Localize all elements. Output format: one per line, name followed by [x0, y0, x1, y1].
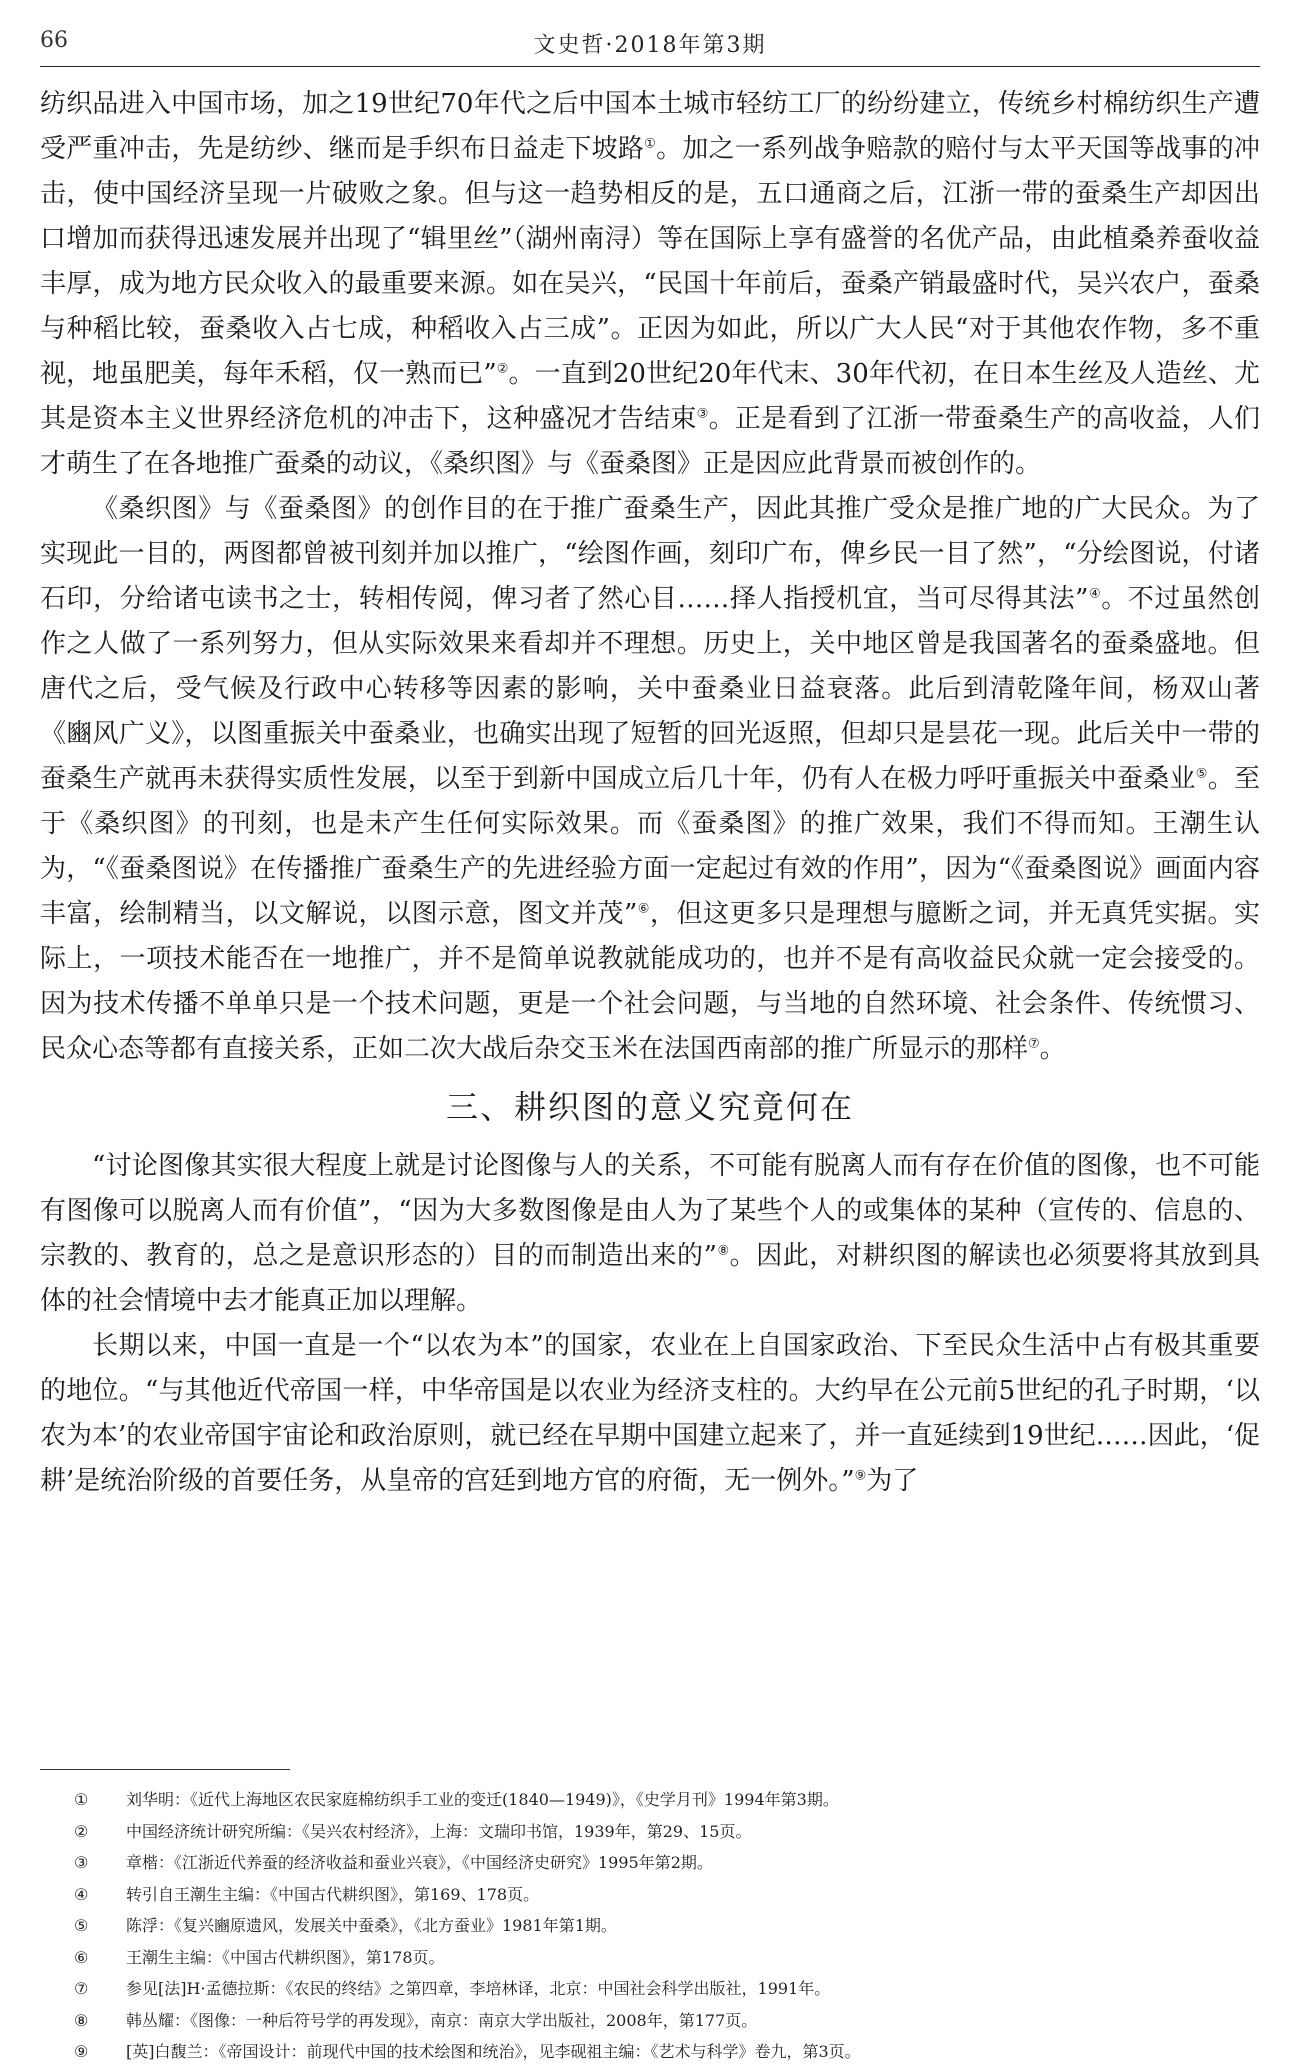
footnote-mark: ⑥	[74, 1947, 89, 1967]
footnote-mark: ⑤	[74, 1916, 89, 1935]
footnote-text: 韩丛耀：《图像：一种后符号学的再发现》，南京：南京大学出版社，2008年，第177页。	[126, 2010, 758, 2030]
footnote-mark: ⑧	[74, 2010, 89, 2030]
text-run: 。一直到20世纪20年代末、30年代初，在日本生丝及人造丝、尤其是资本主义世界经济危机的冲击下，这种盛况才告结束	[40, 359, 1261, 434]
footnote-text: 转引自王潮生主编：《中国古代耕织图》，第169、178页。	[126, 1884, 540, 1904]
text-run: 。至于《桑织图》的刊刻，也是未产生任何实际效果。而《蚕桑图》的推广效果，我们不得而知。王潮生认为，“《蚕桑图说》在传播推广蚕桑生产的先进经验方面一定起过有效的作用”，因为“《蚕桑图说》画面内容丰富，绘制精当，以文解说，以图示意，图文并茂”	[40, 764, 1260, 929]
text-run: 三、耕织图的意义究竟何在	[445, 1088, 854, 1126]
footnote-ref[interactable]: ⑤	[1195, 766, 1208, 782]
footnote-ref[interactable]: ⑥	[637, 901, 651, 917]
journal-title: 文史哲·2018年第3期	[533, 33, 767, 58]
text-run: 。正是看到了江浙一带蚕桑生产的高收益，人们才萌生了在各地推广蚕桑的动议，《桑织图》与《蚕桑图》正是因应此背景而被创作的。	[40, 404, 1260, 479]
footnote-mark: ⑨	[74, 2042, 89, 2061]
footnote-ref[interactable]: ⑨	[854, 1468, 867, 1484]
footnote-mark: ⑦	[74, 1979, 89, 1998]
footnote-text: 陈浮：《复兴豳原遗风，发展关中蚕桑》，《北方蚕业》1981年第1期。	[126, 1916, 617, 1935]
footnote	[40, 2005, 1260, 2037]
text-run: ，但这更多只是理想与臆断之词，并无真凭实据。实际上，一项技术能否在一地推广，并不是简单说教就能成功的，也并不是有高收益民众就一定会接受的。因为技术传播不单单只是一个技术问题，更是一个社会问题，与当地的自然环境、社会条件、传统惯习、民众心态等都有直接关系，正如二次大战后杂交玉米在法国西南部的推广所显示的那样	[40, 899, 1260, 1064]
page-number: 66	[40, 28, 68, 53]
text-run: 。加之一系列战争赔款的赔付与太平天国等战事的冲击，使中国经济呈现一片破败之象。但与这一趋势相反的是，五口通商之后，江浙一带的蚕桑生产却因出口增加而获得迅速发展并出现了“辑里丝”（湖州南浔）等在国际上享有盛誉的名优产品，由此植桑养蚕收益丰厚，成为地方民众收入的最重要来源。如在吴兴，“民国十年前后，蚕桑产销最盛时代，吴兴农户，蚕桑与种稻比较，蚕桑收入占七成，种稻收入占三成”。正因为如此，所以广大人民“对于其他农作物，多不重视，地虽肥美，每年禾稻，仅一熟而已”	[40, 134, 1260, 389]
footnotes	[40, 1784, 1260, 2068]
paragraph	[40, 1324, 1260, 1504]
footnote-text: 参见[法]H·孟德拉斯：《农民的终结》之第四章，李培林译，北京：中国社会科学出版社，1991年。	[126, 1979, 831, 1998]
text-run: 。不过虽然创作之人做了一系列努力，但从实际效果来看却并不理想。历史上，关中地区曾是我国著名的蚕桑盛地。但唐代之后，受气候及行政中心转移等因素的影响，关中蚕桑业日益衰落。此后到清乾隆年间，杨双山著《豳风广义》，以图重振关中蚕桑业，也确实出现了短暂的回光返照，但却只是昙花一现。此后关中一带的蚕桑生产就再未获得实质性发展，以至于到新中国成立后几十年，仍有人在极力呼吁重振关中蚕桑业	[40, 584, 1261, 794]
text-run: 纺织品进入中国市场，加之19世纪70年代之后中国本土城市轻纺工厂的纷纷建立，传统乡村棉纺织生产遭受严重冲击，先是纺纱、继而是手织布日益走下坡路	[40, 89, 1260, 164]
footnote-mark: ②	[74, 1821, 89, 1841]
footnote-ref[interactable]: ④	[1088, 586, 1102, 602]
footnote	[40, 1784, 1260, 1816]
footnote	[40, 1942, 1260, 1974]
section-heading	[40, 1082, 1260, 1132]
paragraph	[40, 82, 1260, 487]
footnote-text: 王潮生主编：《中国古代耕织图》，第178页。	[126, 1947, 445, 1967]
text-run: 为了	[866, 1466, 919, 1496]
running-header	[40, 22, 1260, 67]
footnote-text: [英]白馥兰：《帝国设计：前现代中国的技术绘图和统治》，见李砚祖主编：《艺术与科学》卷九，第3页。	[126, 2042, 861, 2061]
footnote-text: 刘华明：《近代上海地区农民家庭棉纺织手工业的变迁(1840—1949)》，《史学月刊》1994年第3期。	[126, 1790, 839, 1809]
text-run: 。因此，对耕织图的解读也必须要将其放到具体的社会情境中去才能真正加以理解。	[40, 1241, 1260, 1316]
body-text	[40, 82, 1260, 1504]
text-run: 《桑织图》与《蚕桑图》的创作目的在于推广蚕桑生产，因此其推广受众是推广地的广大民众。为了实现此一目的，两图都曾被刊刻并加以推广，“绘图作画，刻印广布，俾乡民一目了然”，“分绘图说，付诸石印，分给诸屯读书之士，转相传阅，俾习者了然心目……择人指授机宜，当可尽得其法”	[40, 494, 1260, 614]
footnote	[40, 1816, 1260, 1848]
text-run: 长期以来，中国一直是一个“以农为本”的国家，农业在上自国家政治、下至民众生活中占有极其重要的地位。“与其他近代帝国一样，中华帝国是以农业为经济支柱的。大约早在公元前5世纪的孔子时期，‘以农为本’的农业帝国宇宙论和政治原则，就已经在早期中国建立起来了，并一直延续到19世纪……因此，‘促耕’是统治阶级的首要任务，从皇帝的宫廷到地方官的府衙，无一例外。”	[40, 1331, 1260, 1496]
footnote-ref[interactable]: ⑧	[716, 1243, 730, 1259]
footnote-text: 中国经济统计研究所编：《吴兴农村经济》，上海：文瑞印书馆，1939年，第29、15页。	[126, 1821, 752, 1841]
footnote-ref[interactable]: ⑦	[1028, 1036, 1040, 1052]
footnote-rule	[40, 1769, 290, 1770]
paragraph	[40, 1144, 1260, 1324]
footnote-mark: ①	[74, 1790, 89, 1809]
footnote-ref[interactable]: ③	[696, 406, 709, 422]
footnote-ref[interactable]: ②	[496, 361, 509, 377]
paragraph	[40, 487, 1260, 1072]
footnote-mark: ③	[74, 1853, 89, 1872]
footnote	[40, 1847, 1260, 1879]
footnote-mark: ④	[74, 1884, 89, 1904]
footnote-text: 章楷：《江浙近代养蚕的经济收益和蚕业兴衰》，《中国经济史研究》1995年第2期。	[126, 1853, 713, 1872]
text-run: 。	[1039, 1034, 1066, 1064]
footnote	[40, 1973, 1260, 2005]
text-run: “讨论图像其实很大程度上就是讨论图像与人的关系，不可能有脱离人而有存在价值的图像，也不可能有图像可以脱离人而有价值”，“因为大多数图像是由人为了某些个人的或集体的某种（宣传的、信息的、宗教的、教育的，总之是意识形态的）目的而制造出来的”	[40, 1151, 1260, 1271]
footnote	[40, 2036, 1260, 2068]
footnote	[40, 1879, 1260, 1911]
footnote	[40, 1910, 1260, 1942]
footnote-ref[interactable]: ①	[644, 136, 657, 152]
